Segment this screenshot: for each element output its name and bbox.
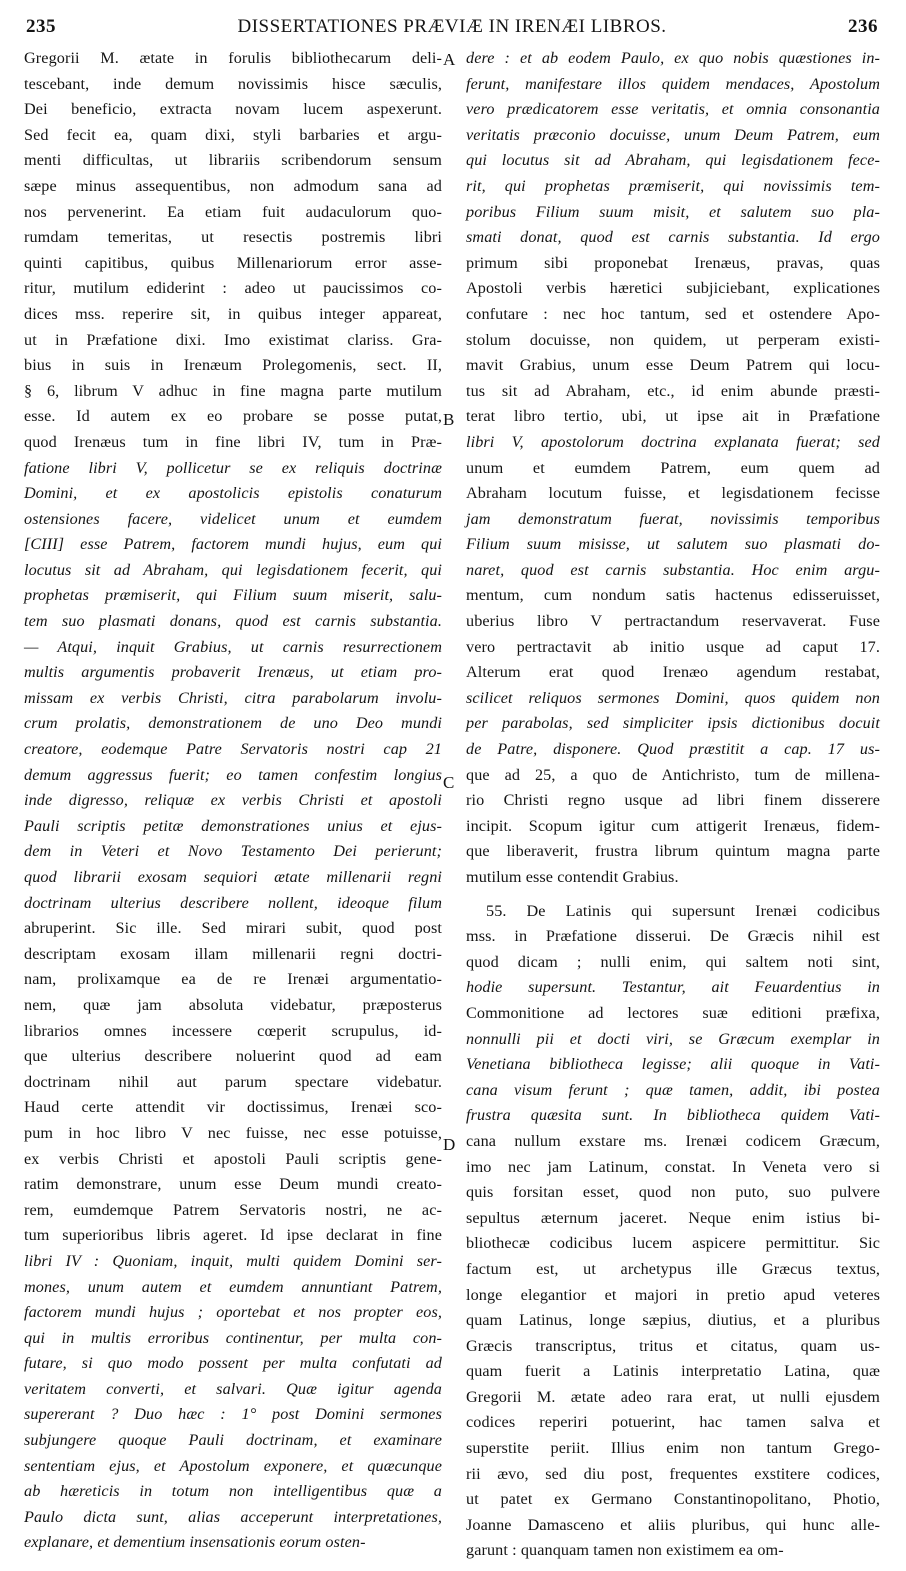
left-column-text-line: supererant ? Duo hæc : 1° post Domini sermones <box>24 1405 442 1424</box>
left-column-text-line: subjungere quoque Pauli doctrinam, et examinare <box>24 1431 442 1450</box>
left-column-text-line: Gregorii M. ætate in forulis bibliothecarum deli- <box>24 49 442 67</box>
left-column-text-line: factorem mundi hujus ; oportebat et nos propter eos, <box>24 1303 442 1322</box>
left-column-text-line: quinti capitibus, quibus Millenariorum error asse- <box>24 253 442 272</box>
left-column-text-line: pum in hoc libro V nec fuisse, nec esse potuisse, <box>24 1123 442 1142</box>
right-column-text-line: cana nullum exstare ms. Irenæi codicem Græcum, <box>466 1131 880 1150</box>
left-column-text-line: prophetas præmiserit, qui Filium suum miserit, salu- <box>24 586 442 605</box>
left-column-text-line: descriptam exosam illam millenarii regni doctri- <box>24 944 442 963</box>
left-column-text-line: ex verbis Christi et apostoli Pauli scriptis gene- <box>24 1149 442 1168</box>
left-column-text-line: ab hæreticis in totum non intelligentibus quæ a <box>24 1482 442 1501</box>
left-column-text-line: nos pervenerint. Ea etiam fuit audaculorum quo- <box>24 202 442 221</box>
running-title: DISSERTATIONES PRÆVIÆ IN IRENÆI LIBROS. <box>237 16 667 37</box>
left-column-text-line: veritatem converti, et salvari. Quæ igitur agenda <box>24 1379 442 1398</box>
right-column-text-line: quis forsitan esset, quod non puto, suo pulvere <box>466 1183 880 1202</box>
right-column-text-line: Græcis transcriptus, tritus et citatus, quam us- <box>466 1336 880 1355</box>
running-header <box>26 16 878 42</box>
right-column-text-line: rii ævo, sed diu post, frequentes exstitere codices, <box>466 1464 880 1483</box>
right-column-text-line: libri V, apostolorum doctrina explanata fuerat; sed <box>466 432 880 451</box>
right-column-text-line: tus sit ad Abraham, etc., id enim abunde præsti- <box>466 381 880 400</box>
left-column-text-line: § 6, librum V adhuc in fine magna parte mutilum <box>24 381 442 400</box>
right-column <box>466 46 880 1564</box>
right-column-text-line: 55. De Latinis qui supersunt Irenæi codicibus <box>486 901 880 920</box>
left-column-text-line: librarios omnes incessere cœperit scrupulus, id- <box>24 1021 442 1040</box>
left-column-text-line: rem, eumdemque Patrem Servatoris nostri, ne ac- <box>24 1200 442 1219</box>
right-column-text-line: Commonitione ad lectores suæ editioni præfixa, <box>466 1003 880 1022</box>
right-column-text-line: nonnulli pii et docti viri, se Græcum exemplar in <box>466 1029 880 1048</box>
right-column-text-line: primum sibi proponebat Irenæus, pravas, quas <box>466 253 880 272</box>
right-column-text-line: dere : et ab eodem Paulo, ex quo nobis quæstiones in- <box>466 49 880 67</box>
margin-letter-a: A <box>443 50 456 69</box>
right-column-text-line: ferunt, manifestare illos quidem mendaces, Apostolum <box>466 74 880 93</box>
left-column-text-line: menti difficultas, ut librariis scribendorum sensum <box>24 151 442 170</box>
right-column-text-line: incipit. Scopum igitur cum attigerit Irenæus, fidem- <box>466 816 880 835</box>
right-column-text-line: smati donat, quod est carnis substantia. Id ergo <box>466 228 880 247</box>
left-column-text-line: Domini, et ex apostolicis epistolis conaturum <box>24 484 442 503</box>
left-column-text-line: Pauli scriptis petitæ demonstrationes unius et ejus- <box>24 816 442 835</box>
left-column-text-line: tescebant, inde demum novissimis hisce sæculis, <box>24 74 442 93</box>
right-column-text-line: que liberaverit, frustra librum quintum magna parte <box>466 842 880 861</box>
right-column-text-line: unum et eumdem Patrem, eum quem ad <box>466 458 880 477</box>
right-column-text-line: vero pertractavit ab initio usque ad caput 17. <box>466 637 880 656</box>
left-column-text-line: Paulo dicta sunt, alias acceperunt interpretationes, <box>24 1507 442 1526</box>
right-column-text-line: sepultus æternum jaceret. Neque enim istius bi- <box>466 1208 880 1227</box>
left-column-text-line: dem in Veteri et Novo Testamento Dei perierunt; <box>24 842 442 861</box>
right-column-text-line: frustra quæsita sunt. In bibliotheca quidem Vati- <box>466 1106 880 1125</box>
right-column-text-line: quod dicam ; nulli enim, qui saltem noti sint, <box>466 952 880 971</box>
right-column-text-line: jam demonstratum fuerat, novissimis temporibus <box>466 509 880 528</box>
margin-letter-c: C <box>443 773 455 792</box>
left-column-text-line: dices mss. reperire sit, in quibus integer appareat, <box>24 304 442 323</box>
margin-letter-b: B <box>443 410 455 429</box>
left-column-text-line: quod Irenæus tum in fine libri IV, tum in Præ- <box>24 432 442 451</box>
right-column-text-line: Apostoli verbis hæretici subjiciebant, explicationes <box>466 279 880 298</box>
left-column-text-line: tem suo plasmati donans, quod est carnis substantia. <box>24 612 442 631</box>
left-column-text-line: explanare, et dementium insensationis eorum osten- <box>24 1533 366 1552</box>
left-column-text-line: libri IV : Quoniam, inquit, multi quidem Domini ser- <box>24 1251 442 1270</box>
right-column-text-line: mentum, cum nondum satis hactenus edisseruisset, <box>466 586 880 605</box>
left-column-text-line: tum superioribus libris ageret. Id ipse declarat in fine <box>24 1226 442 1245</box>
left-column-text-line: missam ex verbis Christi, citra parabolarum involu- <box>24 688 442 707</box>
right-column-text-line: poribus Filium suum misit, et salutem suo pla- <box>466 202 880 221</box>
right-column-text-line: hodie supersunt. Testantur, ait Feuardentius in <box>466 978 880 997</box>
right-column-text-line: imo nec jam Latinum, constat. In Veneta vero si <box>466 1157 880 1176</box>
left-column-text-line: Dei beneficio, extracta novam lucem aspexerunt. <box>24 100 442 119</box>
right-column-text-line: uberius libro V pertractandum reservaverat. Fuse <box>466 612 880 631</box>
left-column-text-line: [CIII] esse Patrem, factorem mundi hujus, eum qui <box>24 535 442 554</box>
right-column-text-line: de Patre, disponere. Quod præstitit a cap. 17 us- <box>466 740 880 759</box>
right-column-text-line: bliothecæ codicibus lucem aspicere permittitur. Sic <box>466 1234 880 1253</box>
right-column-text-line: terat libro tertio, ubi, ut ipse ait in Præfatione <box>466 407 880 426</box>
left-column-text-line: crum prolatis, demonstrationem de uno Deo mundi <box>24 714 442 733</box>
left-column-text-line: abruperint. Sic ille. Sed mirari subit, quod post <box>24 919 442 938</box>
right-column-text-line: per parabolas, sed simpliciter ipsis dictionibus docuit <box>466 714 880 733</box>
left-column-text-line: esse. Id autem ex eo probare se posse putat, <box>24 407 442 426</box>
left-column-text-line: que ulterius describere noluerint quod ad eam <box>24 1047 442 1066</box>
right-column-text-line: factum est, ut archetypus ille Græcus textus, <box>466 1259 880 1278</box>
left-column-text-line: fatione libri V, pollicetur se ex reliquis doctrinæ <box>24 458 442 477</box>
right-column-text-line: scilicet reliquos sermones Domini, quos quidem non <box>466 688 880 707</box>
left-column-text-line: rumdam temeritas, ut resectis postremis libri <box>24 228 442 247</box>
right-column-text-line: ut patet ex Germano Constantinopolitano, Photio, <box>466 1490 880 1509</box>
right-column-text-line: codices reperiri potuerint, hac tamen salva et <box>466 1413 880 1432</box>
right-column-text-line: confutare : nec hoc tantum, sed et ostendere Apo- <box>466 304 880 323</box>
right-column-text-line: superstite periit. Illius enim non tantum Grego- <box>466 1439 880 1458</box>
page-number-left: 235 <box>26 16 56 37</box>
right-column-text-line: longe elegantior et majori in pretio apud veteres <box>466 1285 880 1304</box>
left-column-text-line: demum aggressus fuerit; eo tamen confestim longius <box>24 765 442 784</box>
right-column-text-line: Joanne Damasceno et aliis pluribus, qui hunc alle- <box>466 1515 880 1534</box>
right-column-text-line: rit, qui prophetas præmiserit, qui novissimis tem- <box>466 176 880 195</box>
right-column-text-line: Gregorii M. ætate adeo rara erat, ut nulli ejusdem <box>466 1387 880 1406</box>
left-column-text-line: multis argumentis probaverit Irenæus, ut etiam pro- <box>24 663 442 682</box>
left-column-text-line: nam, prolixamque ea de re Irenæi argumentatio- <box>24 970 442 989</box>
right-column-text-line: naret, quod est carnis substantia. Hoc enim argu- <box>466 560 880 579</box>
right-column-text-line: mss. in Præfatione disserui. De Græcis nihil est <box>466 927 880 946</box>
left-column-text-line: — Atqui, inquit Grabius, ut carnis resurrectionem <box>24 637 442 656</box>
right-column-text-line: Venetiana bibliotheca legisse; alii quoque in Vati- <box>466 1055 880 1074</box>
right-column-text-line: rio Christi regno usque ad libri finem disserere <box>466 791 880 810</box>
right-column-text-line: cana visum ferunt ; quæ tamen, addit, ibi postea <box>466 1080 880 1099</box>
right-column-text-line: qui locutus sit ad Abraham, qui legisdationem fece- <box>466 151 880 170</box>
right-column-text-line: mutilum esse contendit Grabius. <box>466 868 679 886</box>
left-column-text-line: sententiam ejus, et Apostolum exponere, et quæcunque <box>24 1456 442 1475</box>
right-column-text-line: Alterum erat quod Irenæo agendum restabat, <box>466 663 880 682</box>
left-column-text-line: inde digresso, reliquæ ex verbis Christi et apostoli <box>24 791 442 810</box>
left-column-text-line: doctrinam nihil aut parum spectare videbatur. <box>24 1072 442 1091</box>
left-column <box>24 46 442 1556</box>
left-column-text-line: ut in Præfatione dixi. Imo existimat clariss. Gra- <box>24 330 442 349</box>
right-column-text-line: Filium suum misisse, ut salutem suo plasmati do- <box>466 535 880 554</box>
right-column-text-line: Abraham locutum fuisse, et legisdationem fecisse <box>466 484 880 503</box>
left-column-text-line: ritur, mutilum ediderint : adeo ut paucissimos co- <box>24 279 442 298</box>
page-number-right: 236 <box>848 16 878 37</box>
right-column-text-line: vero prædicatorem esse veritatis, et omnia consonantia <box>466 100 880 119</box>
right-column-text-line: que ad 25, a quo de Antichristo, tum de millena- <box>466 765 880 784</box>
right-column-text-line: stolum docuisse, non quidem, ut perperam existi- <box>466 330 880 349</box>
left-column-text-line: Sed fecit ea, quam dixi, styli barbaries et argu- <box>24 125 442 144</box>
left-column-text-line: locutus sit ad Abraham, qui legisdationem fecerit, qui <box>24 560 442 579</box>
left-column-text-line: quod librarii exosam sequiori ætate millenarii regni <box>24 868 442 886</box>
left-column-text-line: ratim demonstrare, unum esse Deum mundi creato- <box>24 1175 442 1194</box>
left-column-text-line: mones, unum autem et eumdem annuntiant Patrem, <box>24 1277 442 1296</box>
left-column-text-line: qui in multis erroribus continentur, per multa con- <box>24 1328 442 1347</box>
left-column-text-line: nem, quæ jam absoluta videbatur, præposterus <box>24 995 442 1014</box>
left-column-text-line: ostensiones facere, videlicet unum et eumdem <box>24 509 442 528</box>
right-column-text-line: quam Latinus, longe sæpius, diutius, et a pluribus <box>466 1311 880 1330</box>
right-column-text-line: garunt : quanquam tamen non existimem ea om- <box>466 1541 784 1560</box>
left-column-text-line: futare, si quo modo possent per multa confutati ad <box>24 1354 442 1373</box>
left-column-text-line: creatore, eodemque Patre Servatoris nostri cap 21 <box>24 740 442 759</box>
right-column-text-line: mavit Grabius, unum esse Deum Patrem qui locu- <box>466 356 880 375</box>
margin-letter-d: D <box>443 1135 456 1154</box>
right-column-text-line: quam fuerit a Latinis interpretatio Latina, quæ <box>466 1362 880 1381</box>
right-column-text-line: veritatis præconio docuisse, unum Deum Patrem, eum <box>466 125 880 144</box>
left-column-text-line: bius in suis in Irenæum Prolegomenis, sect. II, <box>24 356 442 375</box>
left-column-text-line: Haud certe attendit vir doctissimus, Irenæi sco- <box>24 1098 442 1117</box>
left-column-text-line: sæpe minus assequentibus, non admodum sana ad <box>24 176 442 195</box>
left-column-text-line: doctrinam ulterius describere nollent, ideoque filum <box>24 893 442 912</box>
